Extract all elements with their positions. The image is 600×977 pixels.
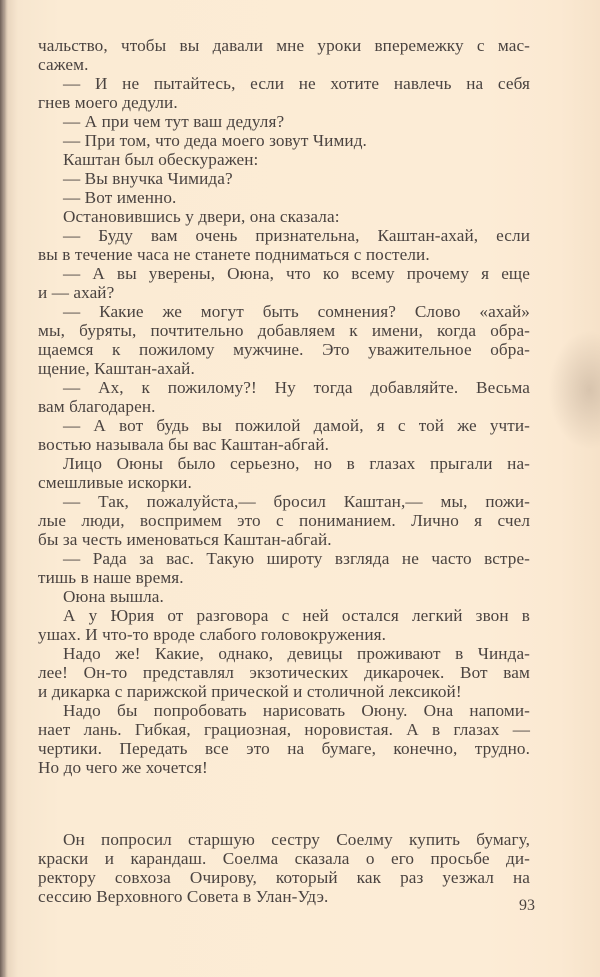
text-line: и дикарка с парижской прической и столичной лексикой! — [38, 682, 462, 701]
text-line: нает лань. Гибкая, грациозная, норовистая. А в глазах — — [38, 720, 530, 739]
text-line: сажем. — [38, 55, 89, 74]
text-line: щаемся к пожилому мужчине. Это уважительное обра- — [38, 340, 530, 359]
text-line: Лицо Оюны было серьезно, но в глазах прыгали на- — [63, 454, 530, 473]
text-line: щение, Каштан-ахай. — [38, 359, 195, 378]
text-line: Он попросил старшую сестру Соелму купить бумагу, — [63, 830, 530, 849]
text-section-dialogue — [38, 36, 530, 777]
text-line: Каштан был обескуражен: — [63, 150, 259, 169]
text-line: вам благодарен. — [38, 397, 156, 416]
book-page-text — [38, 36, 530, 906]
text-line: бы за честь именоваться Каштан-абгай. — [38, 530, 332, 549]
text-line: — Вот именно. — [63, 188, 177, 207]
text-line: — Вы внучка Чимида? — [63, 169, 233, 188]
text-line: краски и карандаш. Соелма сказала о его просьбе ди- — [38, 849, 530, 868]
text-line: лее! Он-то представлял экзотических дикарочек. Вот вам — [38, 663, 530, 682]
text-section-narrative — [38, 830, 530, 906]
text-line: тишь в наше время. — [38, 568, 184, 587]
paper-stain — [548, 330, 600, 450]
text-line: — Какие же могут быть сомнения? Слово «ахай» — [63, 302, 530, 321]
text-line: — Буду вам очень признательна, Каштан-ахай, если — [63, 226, 530, 245]
text-line: ректору совхоза Очирову, который как раз уезжал на — [38, 868, 530, 887]
text-line: мы, буряты, почтительно добавляем к имени, когда обра- — [38, 321, 530, 340]
text-line: — И не пытайтесь, если не хотите навлечь на себя — [63, 74, 530, 93]
text-line: — А вот будь вы пожилой дамой, я с той же учти- — [63, 416, 530, 435]
text-line: лые люди, воспримем это с пониманием. Лично я счел — [38, 511, 530, 530]
text-line: — При том, что деда моего зовут Чимид. — [63, 131, 367, 150]
text-line: — Рада за вас. Такую широту взгляда не часто встре- — [63, 549, 530, 568]
text-line: Но до чего же хочется! — [38, 758, 208, 777]
text-line: Оюна вышла. — [63, 587, 164, 606]
section-break — [38, 777, 530, 830]
book-binding-edge — [0, 0, 6, 977]
page-number: 93 — [519, 897, 535, 914]
text-line: Надо бы попробовать нарисовать Оюну. Она напоми- — [63, 701, 530, 720]
text-line: востью называла бы вас Каштан-абгай. — [38, 435, 330, 454]
text-line: А у Юрия от разговора с ней остался легкий звон в — [63, 606, 530, 625]
text-line: — Ах, к пожилому?! Ну тогда добавляйте. Весьма — [63, 378, 530, 397]
text-line: гнев моего дедули. — [38, 93, 178, 112]
text-line: чальство, чтобы вы давали мне уроки вперемежку с мас- — [38, 36, 530, 55]
text-line: сессию Верховного Совета в Улан-Удэ. — [38, 887, 329, 906]
text-line: — Так, пожалуйста,— бросил Каштан,— мы, пожи- — [63, 492, 530, 511]
text-line: ушах. И что-то вроде слабого головокружения. — [38, 625, 387, 644]
text-line: и — ахай? — [38, 283, 115, 302]
text-line: смешливые искорки. — [38, 473, 192, 492]
text-line: — А при чем тут ваш дедуля? — [63, 112, 285, 131]
text-line: чертики. Передать все это на бумаге, конечно, трудно. — [38, 739, 530, 758]
text-line: Надо же! Какие, однако, девицы проживают в Чинда- — [63, 644, 530, 663]
text-line: Остановившись у двери, она сказала: — [63, 207, 340, 226]
text-line: — А вы уверены, Оюна, что ко всему прочему я еще — [63, 264, 530, 283]
text-line: вы в течение часа не станете подниматься с постели. — [38, 245, 430, 264]
